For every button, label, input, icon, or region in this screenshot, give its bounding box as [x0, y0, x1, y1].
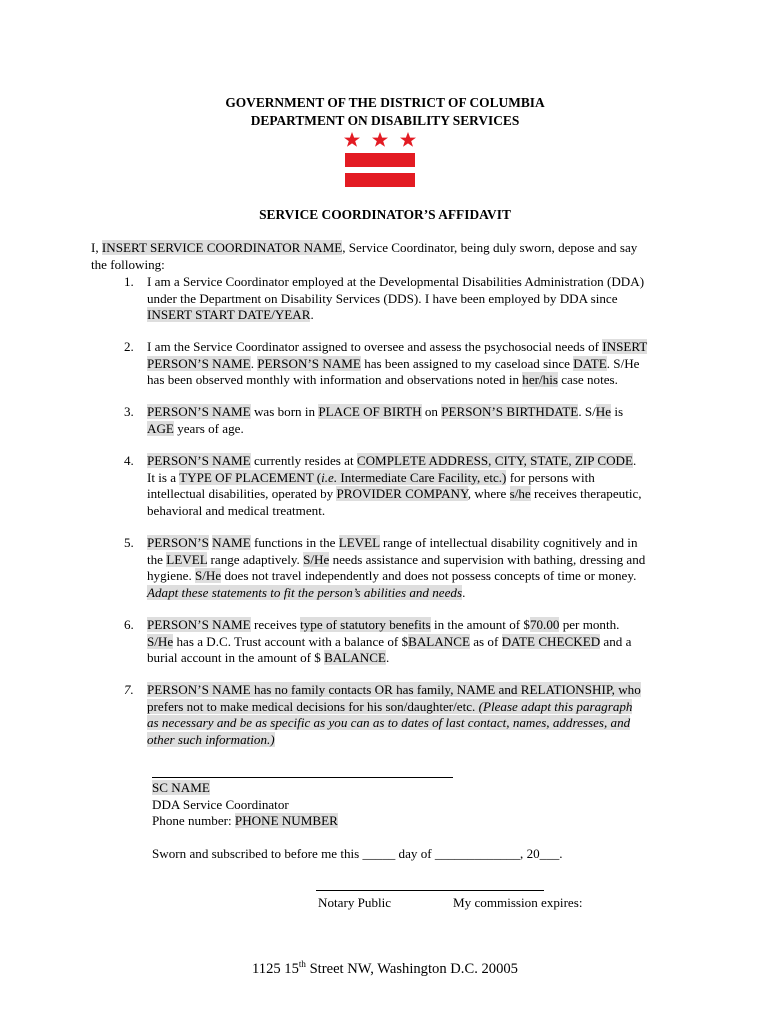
item-5: PERSON’S NAME functions in the LEVEL range of intellectual disability cognitively and in the LEVEL range adaptively. S/He needs assistance and supervision with bathing, dressing and hygiene. S/He does not travel independently and does not possess concepts of time or money. Adapt these statements to fit the person’s abilities and needs. [147, 535, 646, 600]
dc-flag-logo [344, 131, 416, 191]
start-date-field[interactable]: INSERT START DATE/YEAR [147, 307, 311, 323]
commission-label: My commission expires: [453, 895, 583, 910]
item-6: PERSON’S NAME receives type of statutory benefits in the amount of $70.00 per month. S/He has a D.C. Trust account with a balance of $BALANCE as of DATE CHECKED and a burial account in the amount of $ BALANCE. [147, 617, 632, 666]
person-name-field[interactable]: PERSON’S NAME [147, 617, 251, 632]
signature-line[interactable] [152, 777, 453, 778]
sc-name-block: SC NAME DDA Service Coordinator Phone number: PHONE NUMBER [152, 780, 338, 829]
place-of-birth-field[interactable]: PLACE OF BIRTH [318, 404, 422, 419]
person-name-field[interactable]: PERSON’S NAME [257, 355, 361, 371]
person-name-field[interactable]: PERSON’S NAME [147, 404, 251, 419]
amount-field[interactable]: 70.00 [529, 617, 560, 632]
pronoun-field[interactable]: S/He [147, 633, 174, 649]
affidavit-title: SERVICE COORDINATOR’S AFFIDAVIT [259, 207, 511, 222]
sworn-statement: Sworn and subscribed to before me this _____ day of _____________, 20___. [152, 846, 563, 861]
address-field[interactable]: COMPLETE ADDRESS, CITY, STATE, ZIP CODE [356, 453, 633, 468]
item-1: I am a Service Coordinator employed at the Developmental Disabilities Administration (DDA) under the Department on Disability Services (DDS). I have been employed by DDA since INSERT START DATE/YEAR. [147, 274, 645, 323]
item-3: PERSON’S NAME was born in PLACE OF BIRTH on PERSON’S BIRTHDATE. S/He is AGE years of age. [147, 404, 624, 436]
item-number: 2. [124, 339, 134, 354]
pronoun-field[interactable]: S/He [195, 568, 222, 584]
sc-name-field[interactable]: SC NAME [152, 780, 210, 795]
item-7 [147, 682, 707, 748]
sc-name-field[interactable]: INSERT SERVICE COORDINATOR NAME [101, 240, 343, 255]
item-number: 6. [124, 617, 134, 632]
notary-signature-line[interactable] [316, 890, 544, 891]
phone-number-field[interactable]: PHONE NUMBER [234, 813, 338, 829]
government-heading: GOVERNMENT OF THE DISTRICT OF COLUMBIA [225, 95, 545, 110]
adapt-note[interactable]: other such information.) [147, 731, 275, 747]
item-4: PERSON’S NAME currently resides at COMPLETE ADDRESS, CITY, STATE, ZIP CODE. It is a TYPE OF PLACEMENT (i.e. Intermediate Care Facility, etc.) for persons with intellectual disabilities, operated by PROVIDER COMPANY, where s/he receives therapeutic, behavioral and medical treatment. [147, 453, 642, 518]
item-number: 7. [124, 682, 134, 697]
balance-field[interactable]: BALANCE [324, 650, 386, 666]
pronoun-field[interactable]: S/He [303, 551, 330, 567]
star-icon [344, 132, 360, 147]
item-number: 3. [124, 404, 134, 419]
date-field[interactable]: DATE [573, 355, 607, 371]
item-number: 1. [124, 274, 134, 289]
person-name-field[interactable]: PERSON’S NAME [147, 453, 251, 468]
adapt-note[interactable]: Adapt these statements to fit the person’s abilities and needs [147, 584, 463, 600]
item-number: 5. [124, 535, 134, 550]
star-icon [400, 132, 416, 147]
footer-address: 1125 15th Street NW, Washington D.C. 20005 [252, 959, 518, 977]
pronoun-field[interactable]: He [595, 404, 612, 419]
age-field[interactable]: AGE [147, 420, 174, 436]
placement-type-field[interactable]: TYPE OF PLACEMENT (i.e. Intermediate Care Facility, etc.) [179, 469, 507, 485]
flag-bar-bottom [345, 173, 415, 187]
pronoun-field[interactable]: s/he [509, 486, 531, 502]
level-field[interactable]: LEVEL [338, 535, 380, 550]
department-heading: DEPARTMENT ON DISABILITY SERVICES [250, 113, 520, 128]
star-icon [372, 132, 388, 147]
intro-line-2: the following: [91, 257, 165, 272]
date-checked-field[interactable]: DATE CHECKED [501, 633, 601, 649]
notary-label: Notary Public [318, 895, 392, 910]
person-field[interactable]: PERSON’S [147, 535, 209, 550]
balance-field[interactable]: BALANCE [408, 633, 470, 649]
benefits-type-field[interactable]: type of statutory benefits [300, 617, 431, 632]
intro-line-1: I, INSERT SERVICE COORDINATOR NAME, Service Coordinator, being duly sworn, depose and say [91, 240, 638, 255]
item-number: 4. [124, 453, 134, 468]
pronoun-field[interactable]: her/his [522, 372, 558, 388]
item-2: I am the Service Coordinator assigned to oversee and assess the psychosocial needs of INSERT PERSON’S NAME. PERSON’S NAME has been assigned to my caseload since DATE. S/He has been observed monthly with information and observations noted in her/his case notes. [147, 339, 648, 388]
family-contacts-field[interactable]: PERSON’S NAME has no family contacts OR has family, NAME and RELATIONSHIP, who [147, 682, 641, 697]
family-contacts-field[interactable]: prefers not to make medical decisions for his son/daughter/etc. (Please adapt this paragraph [147, 698, 633, 714]
name-field[interactable]: NAME [212, 535, 251, 550]
person-name-field[interactable]: PERSON’S NAME [147, 355, 251, 371]
provider-company-field[interactable]: PROVIDER COMPANY [336, 486, 468, 502]
insert-field[interactable]: INSERT [602, 339, 648, 354]
flag-bar-top [345, 153, 415, 167]
level-field[interactable]: LEVEL [166, 551, 208, 567]
birthdate-field[interactable]: PERSON’S BIRTHDATE [441, 404, 579, 419]
adapt-note[interactable]: as necessary and be as specific as you can as to dates of last contact, names, addresses, and [147, 715, 631, 731]
